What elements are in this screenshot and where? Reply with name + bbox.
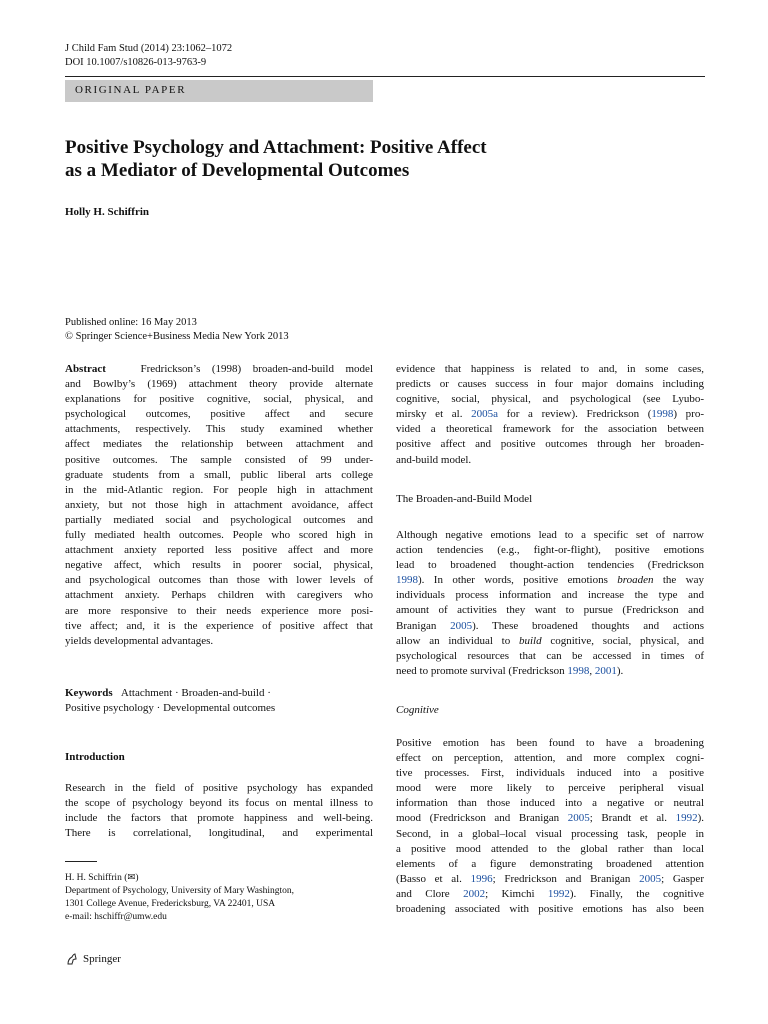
abstract-line: fully mediated health outcomes. People who scored high in [65, 529, 373, 542]
introduction-line: the scope of psychology beyond its focus on mental illness to [65, 797, 373, 810]
introduction-heading: Introduction [65, 751, 125, 763]
abstract-line: attachment anxiety. Perhaps children with caregivers who [65, 589, 373, 602]
subheading-cognitive: Cognitive [396, 704, 439, 716]
abstract-line: anxiety, but not those high in attachment avoidance, affect [65, 498, 373, 511]
paragraph-2-line: individuals process information and increase the type and [396, 589, 704, 602]
citation-year-link[interactable]: 2005 [450, 619, 473, 632]
abstract-line: graduate students from a small, public liberal arts college [65, 468, 373, 481]
abstract-line: attachment anxiety reported less positive affect and more [65, 544, 373, 557]
abstract [65, 362, 373, 649]
paragraph-1-line: evidence that happiness is related to and, in some cases, [396, 363, 704, 375]
paragraph-1-line: and-build model. [396, 453, 472, 466]
introduction-line: Research in the field of positive psychology has expanded [65, 782, 373, 794]
paragraph-1-line: mirsky et al. 2005a for a review). Fredrickson (1998) pro- [396, 408, 704, 421]
right-column-paragraph-2 [396, 528, 704, 679]
citation-year-link[interactable]: 2002 [463, 887, 486, 900]
citation-year-link[interactable]: 1998 [651, 408, 674, 421]
abstract-line: and Bowlby’s (1969) attachment theory provide alternate [65, 378, 373, 391]
abstract-line: yields developmental advantages. [65, 634, 214, 647]
citation-year-link[interactable]: 1998 [396, 574, 418, 587]
paragraph-3-line: and Clore 2002; Kimchi 1992). Finally, the cognitive [396, 887, 704, 900]
abstract-line: are more responsive to their needs experience more posi- [65, 604, 373, 617]
publication-info: Published online: 16 May 2013 © Springer Science+Business Media New York 2013 [65, 317, 289, 342]
introduction-line: include the factors that promote happiness and well-being. [65, 812, 373, 825]
right-column-paragraph-3 [396, 736, 704, 917]
keywords: Keywords Attachment · Broaden-and-build · Positive psychology · Developmental outcomes [65, 687, 276, 715]
publisher-mark: Springer [65, 952, 121, 966]
footnote-rule [65, 861, 97, 862]
paper-title: Positive Psychology and Attachment: Positive Affect as a Mediator of Developmental Outcomes [65, 137, 487, 181]
citation-year-link[interactable]: 1998 [567, 664, 590, 677]
citation-year-link[interactable]: 2005a [471, 408, 498, 421]
paragraph-1-line: predicts or causes success in four major domains including [396, 378, 704, 391]
abstract-heading: Abstract [65, 363, 106, 375]
introduction-body [65, 781, 373, 841]
citation-year-link[interactable]: 1992 [547, 887, 570, 900]
abstract-line: negative affect, which results in poorer social, physical, [65, 559, 373, 572]
citation-year-link[interactable]: 2005 [639, 872, 662, 885]
abstract-line: in the mid-Atlantic region. For people high in attachment [65, 483, 373, 496]
introduction-line: There is correlational, longitudinal, and experimental [65, 827, 373, 840]
emphasized-word: broaden [617, 574, 654, 587]
citation-year-link[interactable]: 1992 [675, 812, 698, 825]
paragraph-3-line: effect on perception, attention, and more complex cogni- [396, 752, 704, 765]
paragraph-3-line: mood were more likely to perceive peripheral visual [396, 782, 704, 795]
paragraph-3-line: (Basso et al. 1996; Fredrickson and Branigan 2005; Gasper [396, 872, 704, 885]
abstract-line: partially mediated social and psychological outcomes and [65, 513, 373, 526]
paragraph-3-line: broadening associated with positive emotions has also been [396, 903, 704, 916]
paragraph-3-line: Second, in a global–local visual processing task, people in [396, 827, 704, 840]
header-rule [65, 76, 705, 77]
article-type-label: ORIGINAL PAPER [75, 84, 187, 96]
paragraph-2-line: Branigan 2005). These broadened thoughts and actions [396, 619, 704, 632]
doi: DOI 10.1007/s10826-013-9763-9 [65, 57, 207, 68]
abstract-line: Abstract Fredrickson’s (1998) broaden-and-build model [65, 363, 373, 375]
citation-year-link[interactable]: 2001 [594, 664, 617, 677]
paragraph-1-line: vided a theoretical framework for the association between [396, 423, 704, 436]
author-affiliation: H. H. Schiffrin (✉) Department of Psychology, University of Mary Washington, 1301 College Avenue, Fredericksburg, VA 22401, USA e-mail: hschiffr@umw.edu [65, 873, 295, 922]
paragraph-3-line: information than those induced into a negative or neutral [396, 797, 704, 810]
paragraph-2-line: psychological resources that can be accessed in times of [396, 649, 704, 662]
paragraph-1-line: cognitive, social, physical, and psychological (see Lyubo- [396, 393, 704, 406]
paragraph-3-line: Positive emotion has been found to have a broadening [396, 737, 704, 749]
right-column-paragraph-1 [396, 362, 704, 468]
paragraph-3-line: mood (Fredrickson and Branigan 2005; Brandt et al. 1992). [396, 812, 705, 825]
paragraph-1-line: positive affect and positive outcomes through her broaden- [396, 438, 704, 451]
author-name: Holly H. Schiffrin [65, 206, 150, 218]
abstract-line: psychological outcomes, positive affect and secure [65, 408, 373, 421]
abstract-line: explanations for positive cognitive, social, physical, and [65, 393, 373, 406]
journal-citation: J Child Fam Stud (2014) 23:1062–1072 [65, 43, 233, 54]
paragraph-2-line: need to promote survival (Fredrickson 1998, 2001). [396, 664, 624, 677]
paragraph-2-line: allow an individual to build cognitive, social, physical, and [396, 634, 704, 647]
paragraph-2-line: 1998). In other words, positive emotions broaden the way [396, 574, 704, 587]
emphasized-word: build [518, 634, 542, 647]
abstract-line: attachments, respectively. This study examined whether [65, 423, 373, 436]
paragraph-3-line: elements of a figure demonstrating broadened attention [396, 857, 704, 870]
paragraph-3-line: a positive mood attended to the global rather than local [396, 842, 704, 855]
paragraph-2-line: action tendencies (e.g., fight-or-flight), positive emotions [396, 544, 704, 557]
citation-year-link[interactable]: 1996 [470, 872, 493, 885]
abstract-line: and psychological outcomes than those with lower levels of [65, 574, 373, 587]
paragraph-2-line: lead to broadened thought-action tendencies (Fredrickson [396, 559, 704, 572]
paragraph-2-line: amount of activities they want to pursue (Fredrickson and [396, 604, 704, 617]
abstract-line: tive affect; and, it is the experience of positive affect that [65, 619, 373, 632]
abstract-line: affect mediates the relationship between attachment and [65, 438, 373, 451]
citation-year-link[interactable]: 2005 [567, 812, 590, 825]
springer-horse-icon [65, 952, 79, 966]
abstract-line: positive outcomes. The sample consisted of 99 under- [65, 453, 373, 466]
paragraph-3-line: tive processes. First, individuals induced into a positive [396, 767, 704, 780]
section-heading-broaden-build: The Broaden-and-Build Model [396, 493, 533, 505]
paragraph-2-line: Although negative emotions lead to a specific set of narrow [396, 529, 704, 541]
